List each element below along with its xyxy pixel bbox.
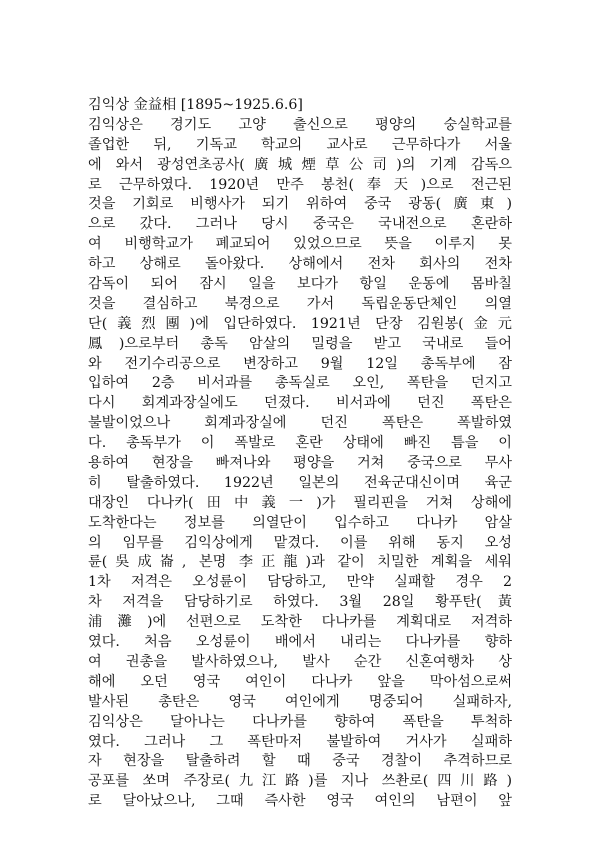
text-line: 여 비행학교가 폐교되어 있었으므로 뜻을 이루지 못 [88,236,512,253]
text-line: 하고 상해로 돌아왔다. 상해에서 전차 회사의 전차 [88,256,512,273]
text-line: 와 전기수리공으로 변장하고 9월 12일 총독부에 잠 [88,355,512,372]
text-line: 1차 저격은 오성륜이 담당하고, 만약 실패할 경우 2 [88,574,512,591]
text-line: 단(義烈團)에 입단하였다. 1921년 단장 김원봉(金元 [88,315,512,332]
text-line: 였다. 처음 오성륜이 배에서 내리는 다나카를 향하 [88,634,512,651]
text-line: 김익상은 경기도 고양 출신으로 평양의 숭실학교를 [88,116,512,133]
text-line: 졸업한 뒤, 기독교 학교의 교사로 근무하다가 서울 [88,136,512,153]
text-line: 륜(吳成崙, 본명 李正龍)과 같이 치밀한 계획을 세워 [88,554,512,571]
text-line: 鳳)으로부터 총독 암살의 밀령을 받고 국내로 들어 [88,335,512,352]
text-line: 으로 갔다. 그러나 당시 중국은 국내전으로 혼란하 [88,216,512,233]
text-line: 浦灘)에 선편으로 도착한 다나카를 계획대로 저격하 [88,614,512,631]
text-line: 감독이 되어 잠시 일을 보다가 항일 운동에 몸바칠 [88,276,512,293]
text-line: 발사된 총탄은 영국 여인에게 명중되어 실패하자, [88,693,512,710]
text-line: 차 저격을 담당하기로 하였다. 3월 28일 황푸탄(黃 [88,594,512,611]
text-line: 용하여 현장을 빠져나와 평양을 거쳐 중국으로 무사 [88,455,512,472]
text-line: 자 현장을 탈출하려 할 때 중국 경찰이 추격하므로 [88,753,512,770]
text-line: 다시 회계과장실에도 던졌다. 비서과에 던진 폭탄은 [88,395,512,412]
text-line: 에 와서 광성연초공사(廣城煙草公司)의 기계 감독으 [88,156,512,173]
text-line: 것을 결심하고 북경으로 가서 독립운동단체인 의열 [88,295,512,312]
body-text [88,96,512,812]
text-line: 다. 총독부가 이 폭발로 혼란 상태에 빠진 틈을 이 [88,435,512,452]
text-line: 것을 기회로 비행사가 되기 위하여 중국 광동(廣東) [88,196,512,213]
text-line: 공포를 쏘며 주장로(九江路)를 지나 쓰촨로(四川路) [88,773,512,790]
text-line: 해에 오던 영국 여인이 다나카 앞을 막아섬으로써 [88,673,512,690]
text-line: 대장인 다나카(田中義一)가 필리핀을 거쳐 상해에 [88,494,512,511]
text-line: 히 탈출하였다. 1922년 일본의 전육군대신이며 육군 [88,474,512,491]
text-line: 도착한다는 정보를 의열단이 입수하고 다나카 암살 [88,514,512,531]
entry-title: 김익상 金益相 [1895~1925.6.6] [88,97,303,113]
text-line: 로 달아났으나, 그때 즉사한 영국 여인의 남편이 앞 [88,793,512,810]
text-line: 의 임무를 김익상에게 맡겼다. 이를 위해 동지 오성 [88,534,512,551]
text-line: 여 권총을 발사하였으나, 발사 순간 신혼여행차 상 [88,653,512,670]
text-line: 불발이었으나 회계과장실에 던진 폭탄은 폭발하였 [88,415,512,432]
text-line: 였다. 그러나 그 폭탄마저 불발하여 거사가 실패하 [88,733,512,750]
text-line: 입하여 2층 비서과를 총독실로 오인, 폭탄을 던지고 [88,375,512,392]
text-line: 로 근무하였다. 1920년 만주 봉천(奉天)으로 전근된 [88,176,512,193]
text-line: 김익상은 달아나는 다나카를 향하여 폭탄을 투척하 [88,713,512,730]
